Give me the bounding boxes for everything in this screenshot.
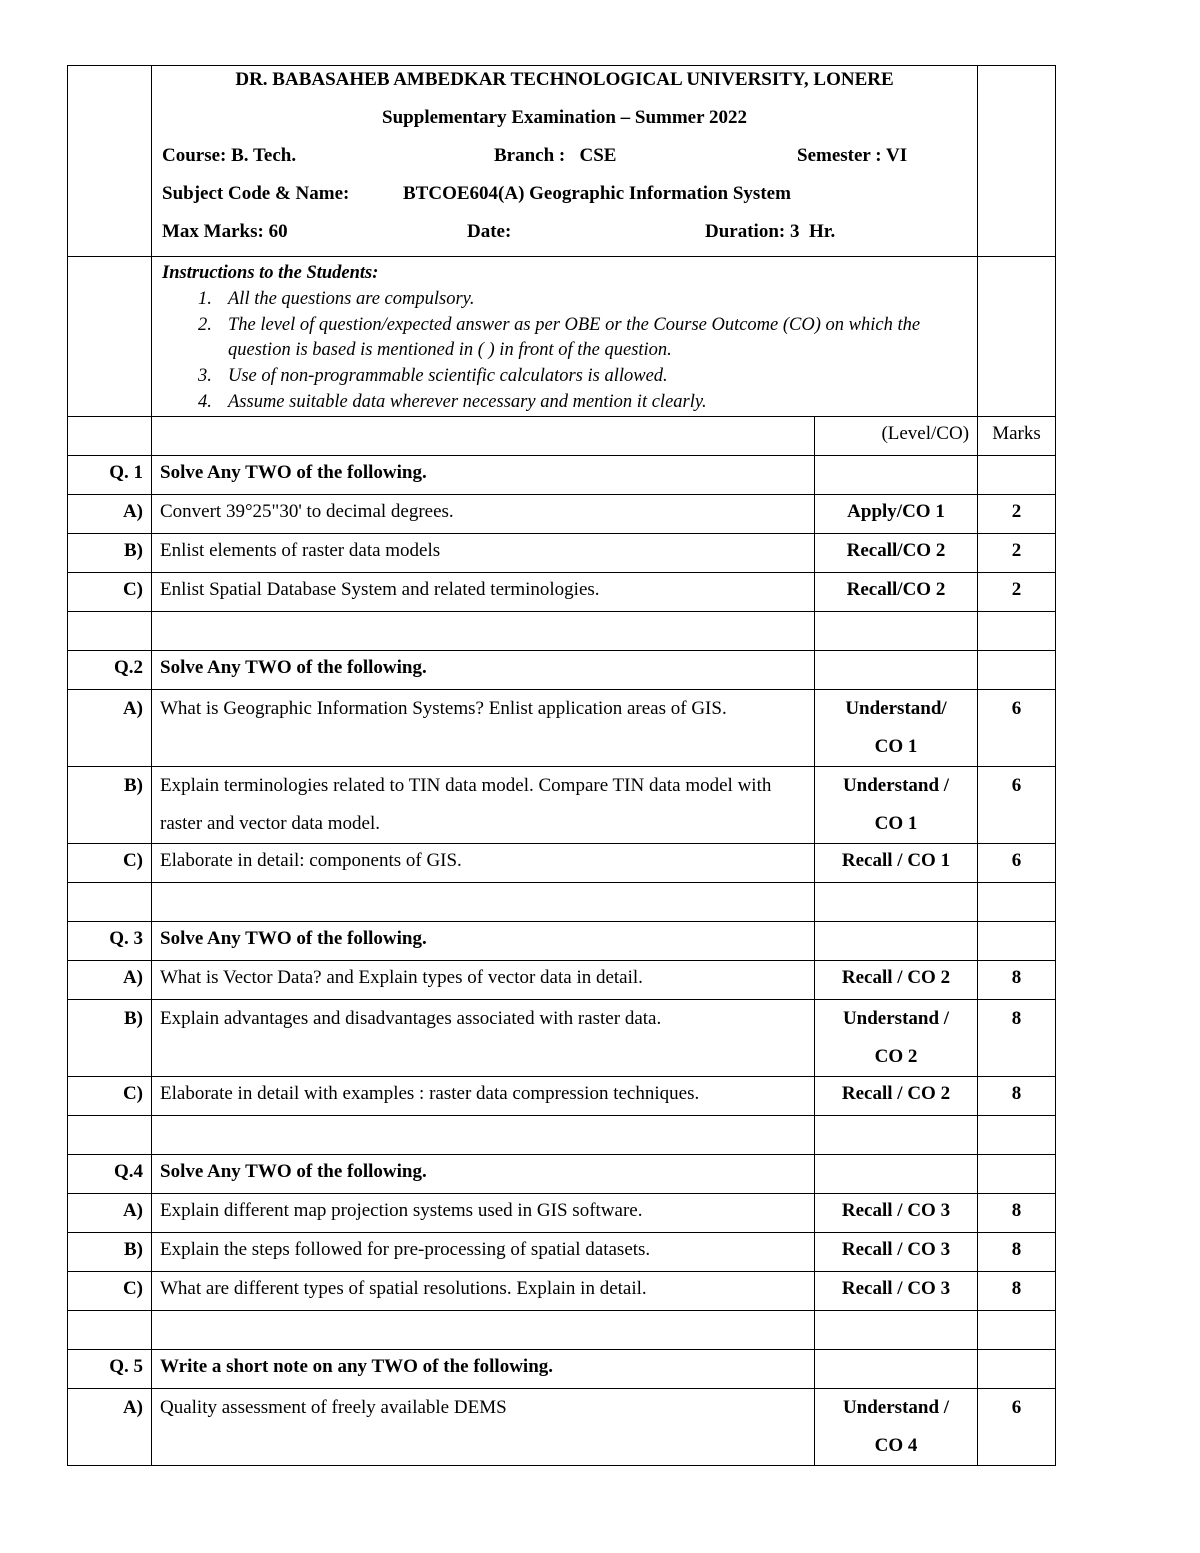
question-part-row (68, 572, 1056, 611)
course-line (162, 142, 967, 180)
question-part-row (68, 689, 1056, 766)
part-text: Convert 39°25"30' to decimal degrees. (152, 494, 815, 533)
header-left-blank (68, 66, 152, 257)
marks-line (162, 218, 967, 256)
instructions-right-blank (978, 257, 1056, 417)
part-label: B) (68, 1232, 152, 1271)
instructions-row (68, 257, 1056, 417)
question-part-row (68, 960, 1056, 999)
part-level: Understand/ CO 1 (815, 689, 978, 766)
part-level: Recall / CO 2 (815, 1076, 978, 1115)
subject-value: BTCOE604(A) Geographic Information System (403, 183, 791, 204)
date: Date: (467, 221, 512, 242)
part-text: Enlist elements of raster data models (152, 533, 815, 572)
instruction-item: 3. Use of non-programmable scientific calculators is allowed. (198, 366, 668, 387)
branch: Branch : CSE (494, 145, 617, 166)
part-text: What is Vector Data? and Explain types of vector data in detail. (152, 960, 815, 999)
question-number: Q.2 (68, 650, 152, 689)
question-part-row (68, 1193, 1056, 1232)
part-marks: 8 (978, 1193, 1056, 1232)
part-level: Understand / CO 1 (815, 766, 978, 843)
question-heading-row (68, 1154, 1056, 1193)
instruction-item: 2. The level of question/expected answer as per OBE or the Course Outcome (CO) on which the question is based is mentioned in ( ) in front of the question. (198, 314, 921, 361)
part-level: Recall / CO 1 (815, 843, 978, 882)
max-marks: Max Marks: 60 (162, 221, 288, 242)
question-part-row (68, 1388, 1056, 1465)
spacer-row (68, 882, 1056, 921)
part-level: Recall/CO 2 (815, 533, 978, 572)
question-part-row (68, 1271, 1056, 1310)
question-part-row (68, 999, 1056, 1076)
part-marks: 8 (978, 999, 1056, 1076)
part-label: C) (68, 843, 152, 882)
part-text: Quality assessment of freely available DEMS (152, 1388, 815, 1465)
part-text: Enlist Spatial Database System and related terminologies. (152, 572, 815, 611)
spacer-row (68, 611, 1056, 650)
exam-table (67, 65, 1056, 1466)
question-heading-row (68, 921, 1056, 960)
part-marks: 8 (978, 1271, 1056, 1310)
instructions-left-blank (68, 257, 152, 417)
exam-paper (67, 65, 1055, 1466)
part-text: What is Geographic Information Systems? Enlist application areas of GIS. (152, 689, 815, 766)
part-label: A) (68, 494, 152, 533)
part-label: C) (68, 1076, 152, 1115)
marks-heading: Marks (978, 416, 1056, 455)
part-label: B) (68, 766, 152, 843)
header-block (152, 66, 978, 257)
part-label: A) (68, 1193, 152, 1232)
part-label: A) (68, 960, 152, 999)
question-part-row (68, 494, 1056, 533)
part-marks: 2 (978, 494, 1056, 533)
question-number: Q. 5 (68, 1349, 152, 1388)
column-heading-row (68, 416, 1056, 455)
subject-label: Subject Code & Name: (162, 183, 350, 204)
header-row (68, 66, 1056, 257)
question-heading: Write a short note on any TWO of the following. (152, 1349, 815, 1388)
semester: Semester : VI (797, 145, 908, 166)
spacer-row (68, 1115, 1056, 1154)
part-text: Explain different map projection systems used in GIS software. (152, 1193, 815, 1232)
part-label: A) (68, 1388, 152, 1465)
part-marks: 8 (978, 960, 1056, 999)
part-text: Elaborate in detail: components of GIS. (152, 843, 815, 882)
part-level: Recall / CO 3 (815, 1193, 978, 1232)
university-name: DR. BABASAHEB AMBEDKAR TECHNOLOGICAL UNIVERSITY, LONERE (235, 69, 894, 90)
part-marks: 8 (978, 1076, 1056, 1115)
part-marks: 2 (978, 533, 1056, 572)
question-part-row (68, 766, 1056, 843)
part-text: Explain the steps followed for pre-processing of spatial datasets. (152, 1232, 815, 1271)
part-label: B) (68, 999, 152, 1076)
question-heading: Solve Any TWO of the following. (152, 921, 815, 960)
question-part-row (68, 533, 1056, 572)
question-heading-row (68, 455, 1056, 494)
part-marks: 6 (978, 689, 1056, 766)
header-right-blank (978, 66, 1056, 257)
part-label: B) (68, 533, 152, 572)
duration: Duration: 3 Hr. (705, 221, 836, 242)
question-heading: Solve Any TWO of the following. (152, 1154, 815, 1193)
part-level: Apply/CO 1 (815, 494, 978, 533)
exam-title: Supplementary Examination – Summer 2022 (382, 107, 747, 128)
part-text: Explain terminologies related to TIN data model. Compare TIN data model with raster and vector data model. (152, 766, 815, 843)
part-text: Elaborate in detail with examples : raster data compression techniques. (152, 1076, 815, 1115)
question-number: Q. 1 (68, 455, 152, 494)
part-level: Understand / CO 2 (815, 999, 978, 1076)
spacer-row (68, 1310, 1056, 1349)
question-part-row (68, 843, 1056, 882)
part-text: What are different types of spatial resolutions. Explain in detail. (152, 1271, 815, 1310)
part-level: Recall / CO 3 (815, 1232, 978, 1271)
question-heading-row (68, 650, 1056, 689)
part-level: Recall / CO 2 (815, 960, 978, 999)
level-co-heading: (Level/CO) (815, 416, 978, 455)
question-heading: Solve Any TWO of the following. (152, 455, 815, 494)
question-heading: Solve Any TWO of the following. (152, 650, 815, 689)
part-marks: 6 (978, 1388, 1056, 1465)
question-heading-row (68, 1349, 1056, 1388)
part-label: C) (68, 1271, 152, 1310)
instruction-item: 1. All the questions are compulsory. (198, 288, 475, 309)
part-marks: 8 (978, 1232, 1056, 1271)
question-number: Q.4 (68, 1154, 152, 1193)
instruction-item: 4. Assume suitable data wherever necessary and mention it clearly. (198, 391, 707, 412)
part-marks: 2 (978, 572, 1056, 611)
course: Course: B. Tech. (162, 145, 297, 166)
question-part-row (68, 1232, 1056, 1271)
part-marks: 6 (978, 843, 1056, 882)
subject-line (162, 180, 967, 218)
instructions-title: Instructions to the Students: (162, 263, 379, 283)
part-text: Explain advantages and disadvantages associated with raster data. (152, 999, 815, 1076)
part-level: Recall/CO 2 (815, 572, 978, 611)
part-label: A) (68, 689, 152, 766)
instructions-block (152, 257, 978, 417)
part-level: Recall / CO 3 (815, 1271, 978, 1310)
question-part-row (68, 1076, 1056, 1115)
question-number: Q. 3 (68, 921, 152, 960)
part-label: C) (68, 572, 152, 611)
part-marks: 6 (978, 766, 1056, 843)
part-level: Understand / CO 4 (815, 1388, 978, 1465)
instructions-list (162, 287, 967, 416)
